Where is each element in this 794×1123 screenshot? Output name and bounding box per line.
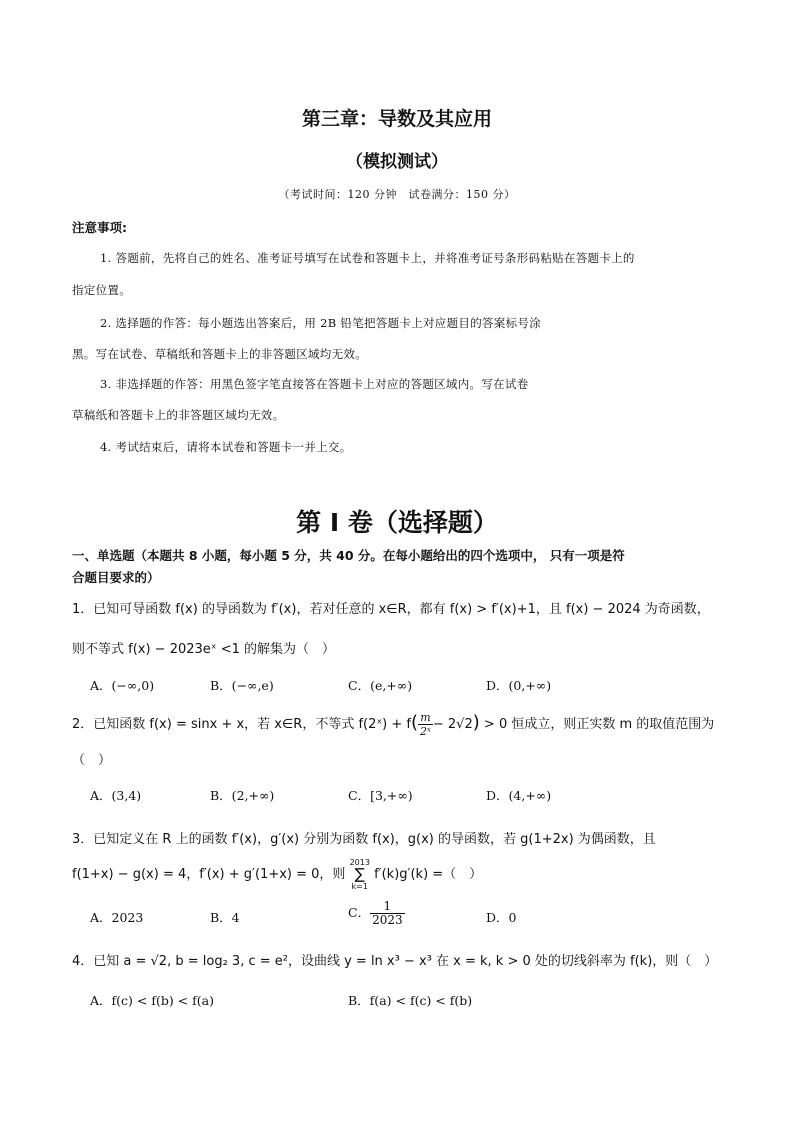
question-1-text: 则不等式 f(x) − 2023eˣ <1 的解集为（ ）	[72, 642, 335, 657]
question-1-text: 1．已知可导函数 f(x) 的导函数为 f′(x)，若对任意的 x∈R，都有 f(x) > f′(x)+1，且 f(x) − 2024 为奇函数，	[72, 602, 710, 617]
fraction-denominator: 2ˣ	[419, 725, 431, 738]
paren-left: (	[410, 712, 418, 733]
question-2-text: （ ）	[72, 753, 112, 768]
notice-line: 草稿纸和答题卡上的非答题区域均无效。	[72, 408, 285, 422]
question-2-option-c: C．[3,+∞)	[348, 788, 413, 803]
fraction-denominator: 2023	[372, 913, 403, 927]
page-title: 第三章：导数及其应用	[301, 108, 492, 130]
notice-line: 2. 选择题的作答：每小题选出答案后，用 2B 铅笔把答题卡上对应题目的答案标号涂	[100, 316, 542, 330]
question-2-option-b: B．(2,+∞)	[210, 788, 275, 803]
summation	[350, 858, 370, 891]
notice-heading: 注意事项:	[72, 220, 127, 235]
question-2-part: 2．已知函数 f(x) = sinx + x，若 x∈R，不等式 f(2ˣ) + f	[72, 717, 411, 732]
notice-line: 黑。写在试卷、草稿纸和答题卡上的非答题区域均无效。	[72, 347, 367, 361]
question-1-option-d: D．(0,+∞)	[486, 678, 552, 693]
question-3-option-c	[348, 900, 405, 927]
exam-meta: （考试时间：120 分钟 试卷满分：150 分）	[278, 188, 516, 201]
question-4-text: 4．已知 a = √2, b = log₂ 3, c = e²，设曲线 y = ln x³ − x³ 在 x = k, k > 0 处的切线斜率为 f(k)，则（ ）	[72, 954, 718, 969]
question-2-text	[72, 711, 714, 738]
fraction-numerator: 1	[370, 900, 405, 914]
fraction	[370, 900, 405, 927]
question-2-option-a: A．(3,4)	[90, 788, 142, 803]
fraction	[418, 711, 433, 738]
page-subtitle: （模拟测试）	[346, 152, 448, 172]
notice-line: 4. 考试结束后，请将本试卷和答题卡一并上交。	[100, 440, 352, 454]
sigma-symbol: ∑	[354, 865, 365, 883]
question-4-option-b: B．f(a) < f(c) < f(b)	[348, 993, 473, 1008]
paren-right: )	[472, 712, 480, 733]
section-instruction: 一、单选题（本题共 8 小题，每小题 5 分，共 40 分。在每小题给出的四个选项中， 只有一项是符	[72, 548, 625, 563]
question-1-option-c: C．(e,+∞)	[348, 678, 413, 693]
fraction-numerator: m	[418, 711, 433, 725]
question-2-part: > 0 恒成立，则正实数 m 的取值范围为	[479, 717, 715, 732]
notice-line: 指定位置。	[72, 283, 131, 297]
notice-line: 3. 非选择题的作答：用黑色签字笔直接答在答题卡上对应的答题区域内。写在试卷	[100, 377, 529, 391]
section-title: 第 I 卷（选择题）	[296, 508, 498, 537]
question-1-option-b: B．(−∞,e)	[210, 678, 274, 693]
question-2-part: − 2√2	[432, 717, 473, 732]
question-3-part: f(1+x) − g(x) = 4，f′(x) + g′(1+x) = 0，则	[72, 867, 346, 882]
question-3-option-a: A．2023	[90, 910, 144, 925]
question-3-text: 3．已知定义在 R 上的函数 f′(x)，g′(x) 分别为函数 f(x)，g(x) 的导函数，若 g(1+2x) 为偶函数，且	[72, 832, 656, 847]
question-3-option-b: B．4	[210, 910, 240, 925]
question-1-option-a: A．(−∞,0)	[90, 678, 155, 693]
question-2-option-d: D．(4,+∞)	[486, 788, 552, 803]
sum-lower-limit: k=1	[351, 882, 368, 891]
notice-line: 1. 答题前，先将自己的姓名、准考证号填写在试卷和答题卡上，并将准考证号条形码粘贴在答题卡上的	[100, 251, 635, 265]
section-instruction: 合题目要求的）	[72, 570, 160, 585]
option-c-label: C．	[348, 905, 371, 920]
sum-upper-limit: 2013	[349, 858, 370, 867]
question-4-option-a: A．f(c) < f(b) < f(a)	[90, 993, 214, 1008]
question-3-part: f′(k)g′(k) =（ ）	[374, 867, 483, 882]
question-3-option-d: D．0	[486, 910, 517, 925]
question-3-text	[72, 858, 482, 891]
